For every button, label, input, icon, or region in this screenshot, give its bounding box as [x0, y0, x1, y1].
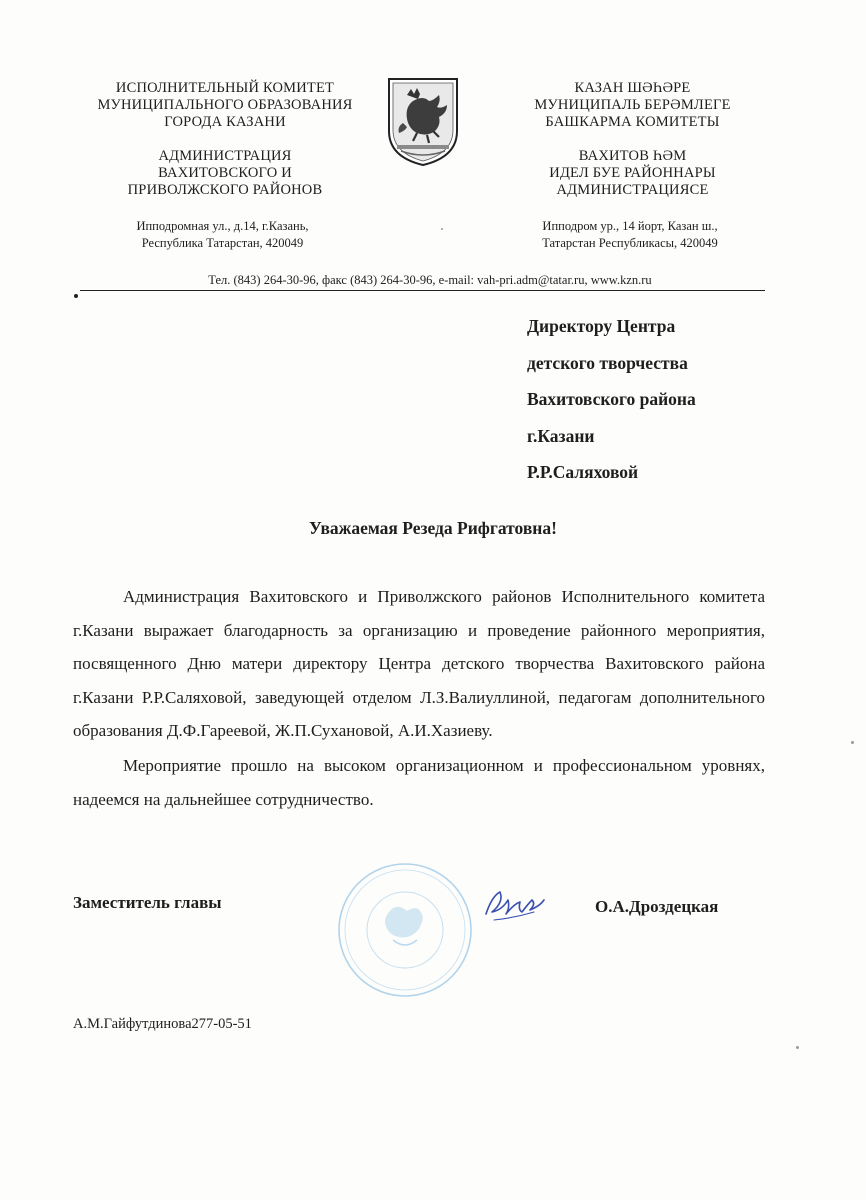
- handwritten-signature: [480, 880, 550, 930]
- header-right-org-line: БАШКАРМА КОМИТЕТЫ: [545, 114, 720, 130]
- header-left: [80, 80, 370, 199]
- header-right-admin-line: АДМИНИСТРАЦИЯСЕ: [556, 182, 709, 198]
- header-left-org-line: МУНИЦИПАЛЬНОГО ОБРАЗОВАНИЯ: [97, 97, 353, 113]
- header-left-admin-line: АДМИНИСТРАЦИЯ: [158, 148, 292, 164]
- addressee-line: Директору Центра: [527, 316, 676, 336]
- body-paragraph: Мероприятие прошло на высоком организационном и профессиональном уровнях, надеемся на дальнейшее сотрудничество.: [73, 755, 765, 809]
- body-paragraph: Администрация Вахитовского и Приволжского районов Исполнительного комитета г.Казани выражает благодарность за организацию и проведение районного мероприятия, посвященного Дню матери директору Центра детского творчества Вахитовского района г.Казани Р.Р.Саляховой, заведующей отделом Л.З.Валиуллиной, педагогам дополнительного образования Д.Ф.Гареевой, Ж.П.Сухановой, А.И.Хазиеву.: [73, 587, 765, 741]
- signatory-name: О.А.Дроздецкая: [595, 897, 719, 916]
- header-left-admin-line: ВАХИТОВСКОГО И: [158, 165, 292, 181]
- addressee-line: Вахитовского района: [527, 389, 696, 409]
- letter-body: [73, 580, 765, 816]
- addressee-block: [527, 308, 696, 491]
- addressee-line: детского творчества: [527, 352, 688, 373]
- kazan-emblem-icon: [383, 75, 463, 167]
- header-right-admin-line: ИДЕЛ БУЕ РАЙОННАРЫ: [549, 165, 716, 181]
- executor-note: А.М.Гайфутдинова277-05-51: [73, 1016, 252, 1032]
- header-right-org-line: МУНИЦИПАЛЬ БЕРӘМЛЕГЕ: [534, 97, 731, 113]
- header-right-admin-line: ВАХИТОВ ҺӘМ: [578, 148, 687, 164]
- header-left-org-line: ГОРОДА КАЗАНИ: [164, 114, 286, 130]
- paper-speck: [796, 1046, 799, 1049]
- addressee-line: Р.Р.Саляховой: [527, 462, 639, 482]
- header-divider: [80, 290, 765, 291]
- address-line: Ипподромная ул., д.14, г.Казань,: [136, 219, 309, 233]
- header-left-org-line: ИСПОЛНИТЕЛЬНЫЙ КОМИТЕТ: [115, 80, 335, 96]
- header-contacts: Тел. (843) 264-30-96, факс (843) 264-30-96, e-mail: vah-pri.adm@tatar.ru, www.kzn.ru: [208, 273, 652, 287]
- paper-speck: [441, 228, 443, 230]
- margin-dot: [74, 294, 78, 298]
- addressee-line: г.Казани: [527, 425, 595, 446]
- header-right: [500, 80, 765, 199]
- address-line: Ипподром ур., 14 йорт, Казан ш.,: [542, 219, 718, 233]
- address-line: Республика Татарстан, 420049: [141, 236, 304, 250]
- signatory-title: Заместитель главы: [73, 893, 222, 912]
- official-stamp-icon: [335, 860, 475, 1000]
- header-right-org-line: КАЗАН ШӘҺӘРЕ: [574, 80, 691, 96]
- address-line: Татарстан Республикасы, 420049: [542, 236, 718, 250]
- header-left-admin-line: ПРИВОЛЖСКОГО РАЙОНОВ: [127, 182, 323, 198]
- header-left-address: [95, 218, 350, 252]
- salutation: Уважаемая Резеда Рифгатовна!: [309, 518, 557, 538]
- header-right-address: [505, 218, 755, 252]
- paper-speck: [851, 741, 854, 744]
